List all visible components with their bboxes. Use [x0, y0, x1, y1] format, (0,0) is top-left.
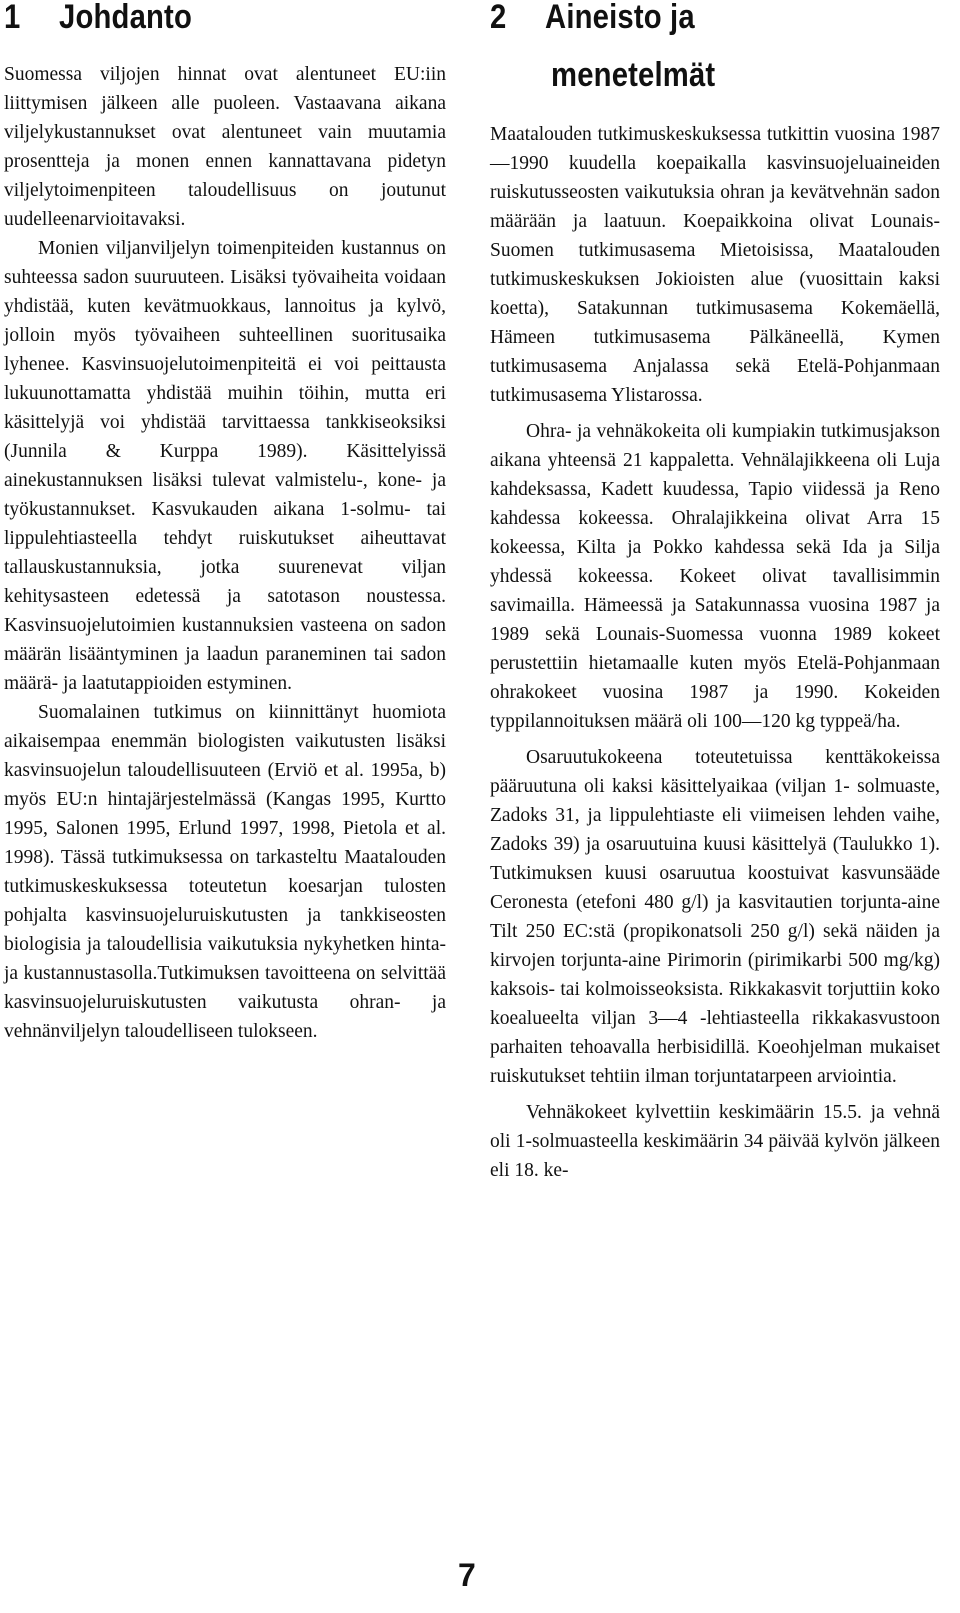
section-number: 2	[490, 0, 507, 36]
section-title-line-1: Aineisto ja	[545, 0, 695, 36]
paragraph: Maatalouden tutkimuskeskuksessa tutkittin vuosina 1987—1990 kuudella koepaikalla kasvinsuojeluaineiden ruiskutusseosten vaikutuksia ohran ja kevätvehnän sadon määrään ja laatuun. Koepaikkoina olivat Lounais-Suomen tutkimusasema Mietoisissa, Maatalouden tutkimuskeskuksen Jokioisten alue (vuosittain kaksi koetta), Satakunnan tutkimusasema Kokemäellä, Hämeen tutkimusasema Pälkäneellä, Kymen tutkimusasema Anjalassa sekä Etelä-Pohjanmaan tutkimusasema Ylistarossa.	[490, 124, 940, 406]
paragraph: Osaruutukokeena toteutetuissa kenttäkokeissa pääruutuna oli kaksi käsittelyaikaa (viljan 1- solmuaste, Zadoks 31, ja lippulehtiaste eli viimeisen lehden vaihe, Zadoks 39) ja osaruutuina kuusi käsittelyä (Taulukko 1). Tutkimuksen kuusi osaruutua koostuivat kasvunsääde Ceronesta (etefoni 480 g/l) ja kasvitautien torjunta-aine Tilt 250 EC:stä (propikonatsoli 250 g/l) sekä näiden ja kirvojen torjunta-aine Pirimorin (pirimikarbi 500 mg/kg) kaksois- tai kolmoisseoksista. Rikkakasvit torjuttiin koko koealueelta viljan 3—4 -lehtiasteella rikkakasvustoon parhaiten tehoavalla herbisidillä. Koeohjelman mukaiset ruiskutukset tehtiin ilman torjuntatarpeen arviointia.	[490, 747, 940, 1087]
section-number: 1	[4, 0, 21, 36]
paragraph: Ohra- ja vehnäkokeita oli kumpiakin tutkimusjakson aikana yhteensä 21 kappaletta. Vehnälajikkeena oli Luja kahdeksassa, Kadett kuudessa, Tapio viidessä ja Reno kahdessa kokeessa. Ohralajikkeina olivat Arra 15 kokeessa, Kilta ja Pokko kahdessa sekä Ida ja Silja yhdessä kokeessa. Kokeet olivat tavallisimmin savimailla. Hämeessä ja Satakunnassa vuosina 1987 ja 1989 sekä Lounais-Suomessa vuonna 1989 kokeet perustettiin hietamaalle kuten myös Etelä-Pohjanmaan ohrakokeet vuosina 1987 ja 1990. Kokeiden typpilannoituksen määrä oli 100—120 kg typpeä/ha.	[490, 421, 940, 732]
paragraph: Vehnäkokeet kylvettiin keskimäärin 15.5. ja vehnä oli 1-solmuasteella keskimäärin 34 päivää kylvön jälkeen eli 18. ke-	[490, 1102, 940, 1181]
left-column	[4, 0, 446, 1046]
page-number: 7	[458, 1557, 476, 1593]
section-heading-aineisto	[490, 0, 877, 104]
section-title-line-2: menetelmät	[551, 56, 716, 94]
right-column	[490, 0, 940, 1185]
section-title: Johdanto	[59, 0, 192, 36]
paragraph: Monien viljanviljelyn toimenpiteiden kustannus on suhteessa sadon suuruuteen. Lisäksi työvaiheita voidaan yhdistää, kuten kevätmuokkaus, lannoitus ja kylvö, jolloin myös työvaiheen suhteellinen suoritusaika lyhenee. Kasvinsuojelutoimenpiteitä ei voi peittausta lukuunottamatta yhdistää muihin töihin, mutta eri käsittelyjä voi yhdistää tarvittaessa tankkiseoksiksi (Junnila & Kurppa 1989). Käsittelyissä ainekustannuksen lisäksi tulevat valmistelu-, kone- ja työkustannukset. Kasvukauden aikana 1-solmu- tai lippulehtiasteella tehdyt ruiskutukset aiheuttavat tallauskustannuksia, jotka suurenevat viljan kehitysasteen edetessä ja satotason noustessa. Kasvinsuojelutoimien kustannuksien vasteena on sadon määrän lisääntyminen ja laadun paraneminen tai sadon määrä- ja laatutappioiden estyminen.	[4, 238, 446, 694]
paragraph: Suomessa viljojen hinnat ovat alentuneet EU:iin liittymisen jälkeen alle puoleen. Vastaavana aikana viljelykustannukset ovat alentuneet vain muutamia prosentteja ja monen ennen kannattavana pidetyn viljelytoimenpiteen taloudellisuus on joutunut uudelleenarvioitavaksi.	[4, 64, 446, 230]
section-heading-johdanto	[4, 0, 384, 46]
paragraph: Suomalainen tutkimus on kiinnittänyt huomiota aikaisempaa enemmän biologisten vaikutusten lisäksi kasvinsuojelun taloudellisuuteen (Erviö et al. 1995a, b) myös EU:n hintajärjestelmässä (Kangas 1995, Kurtto 1995, Salonen 1995, Erlund 1997, 1998, Pietola et al. 1998). Tässä tutkimuksessa on tarkasteltu Maatalouden tutkimuskeskuksessa toteutetun koesarjan tulosten pohjalta kasvinsuojeluruiskutusten ja tankkiseosten biologisia ja taloudellisia vaikutuksia nykyhetken hinta- ja kustannustasolla.Tutkimuksen tavoitteena on selvittää kasvinsuojeluruiskutusten vaikutusta ohran- ja vehnänviljelyn taloudelliseen tulokseen.	[4, 702, 446, 1042]
